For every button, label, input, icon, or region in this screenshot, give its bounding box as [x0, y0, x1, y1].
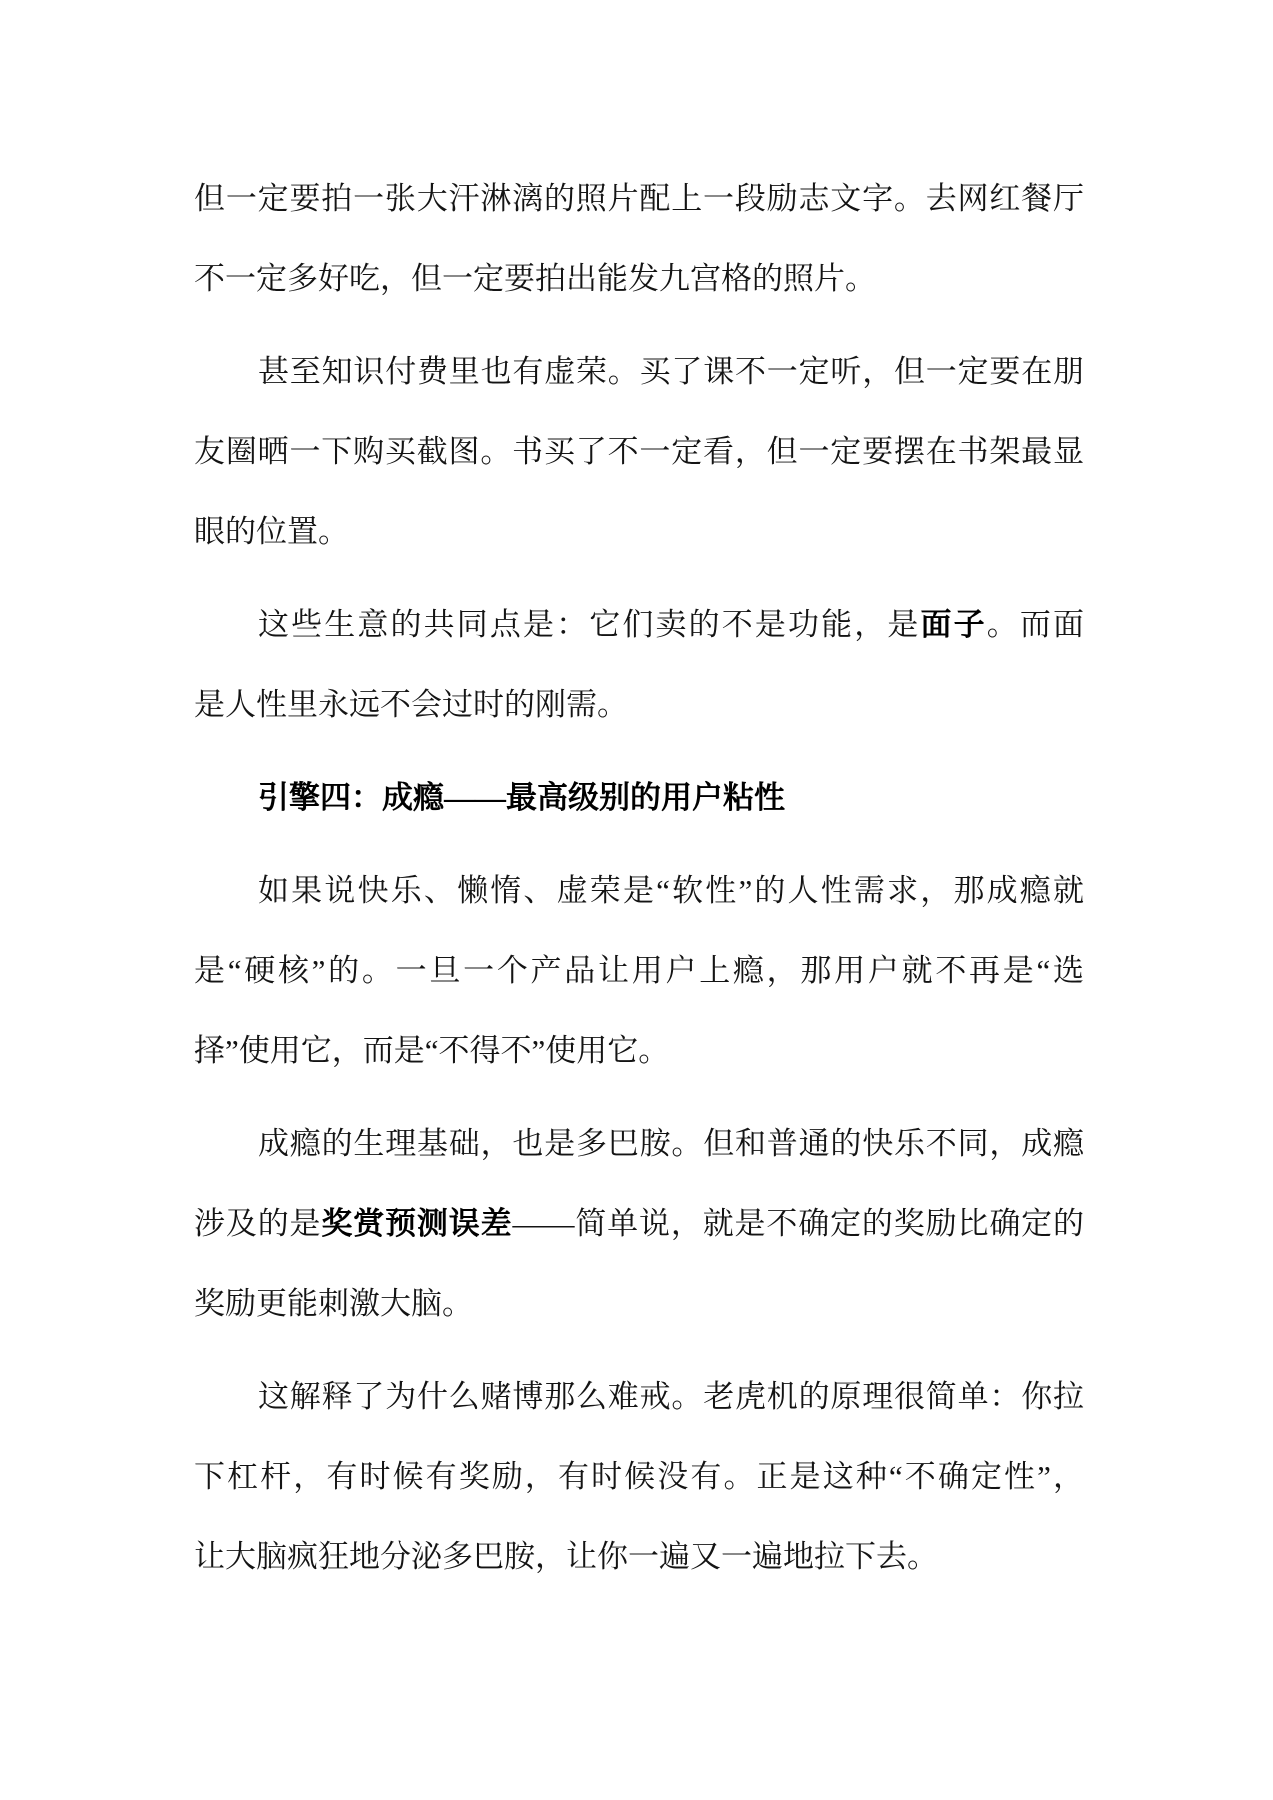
body-text-line	[194, 585, 1084, 665]
paragraph	[194, 585, 1084, 745]
body-text-line: 下杠杆，有时候有奖励，有时候没有。正是这种“不确定性”，	[194, 1459, 1084, 1494]
body-text-line: 但一定要拍一张大汗淋漓的照片配上一段励志文字。去网红餐厅	[194, 181, 1084, 216]
text-segment: ——简单说，就是不确定的奖励比确定的	[512, 1206, 1084, 1241]
section-heading-block	[194, 758, 1084, 838]
paragraph	[194, 1357, 1084, 1597]
body-text-line: 眼的位置。	[194, 514, 349, 549]
section-heading: 引擎四：成瘾——最高级别的用户粘性	[258, 780, 785, 815]
body-text-line: 成瘾的生理基础，也是多巴胺。但和普通的快乐不同，成瘾	[258, 1126, 1084, 1161]
body-text-line: 不一定多好吃，但一定要拍出能发九宫格的照片。	[194, 261, 876, 296]
body-text-line: 这解释了为什么赌博那么难戒。老虎机的原理很简单：你拉	[258, 1379, 1084, 1414]
paragraph	[194, 332, 1084, 572]
text-segment: 涉及的是	[194, 1206, 322, 1241]
document-body	[194, 159, 1084, 1610]
body-text-line: 让大脑疯狂地分泌多巴胺，让你一遍又一遍地拉下去。	[194, 1539, 938, 1574]
body-text-line: 是人性里永远不会过时的刚需。	[194, 687, 628, 722]
body-text-line: 奖励更能刺激大脑。	[194, 1286, 473, 1321]
text-segment: 。而面	[986, 607, 1084, 642]
paragraph	[194, 1104, 1084, 1344]
body-text-line: 友圈晒一下购买截图。书买了不一定看，但一定要摆在书架最显	[194, 434, 1084, 469]
paragraph	[194, 851, 1084, 1091]
text-segment: 这些生意的共同点是：它们卖的不是功能，是	[258, 607, 921, 642]
emphasis-text: 奖赏预测误差	[321, 1206, 513, 1241]
body-text-line: 如果说快乐、懒惰、虚荣是“软性”的人性需求，那成瘾就	[258, 873, 1084, 908]
paragraph	[194, 159, 1084, 319]
body-text-line	[194, 1184, 1084, 1264]
body-text-line: 甚至知识付费里也有虚荣。买了课不一定听，但一定要在朋	[258, 354, 1084, 389]
body-text-line: 择”使用它，而是“不得不”使用它。	[194, 1033, 670, 1068]
emphasis-text: 面子	[920, 607, 987, 642]
body-text-line: 是“硬核”的。一旦一个产品让用户上瘾，那用户就不再是“选	[194, 953, 1084, 988]
